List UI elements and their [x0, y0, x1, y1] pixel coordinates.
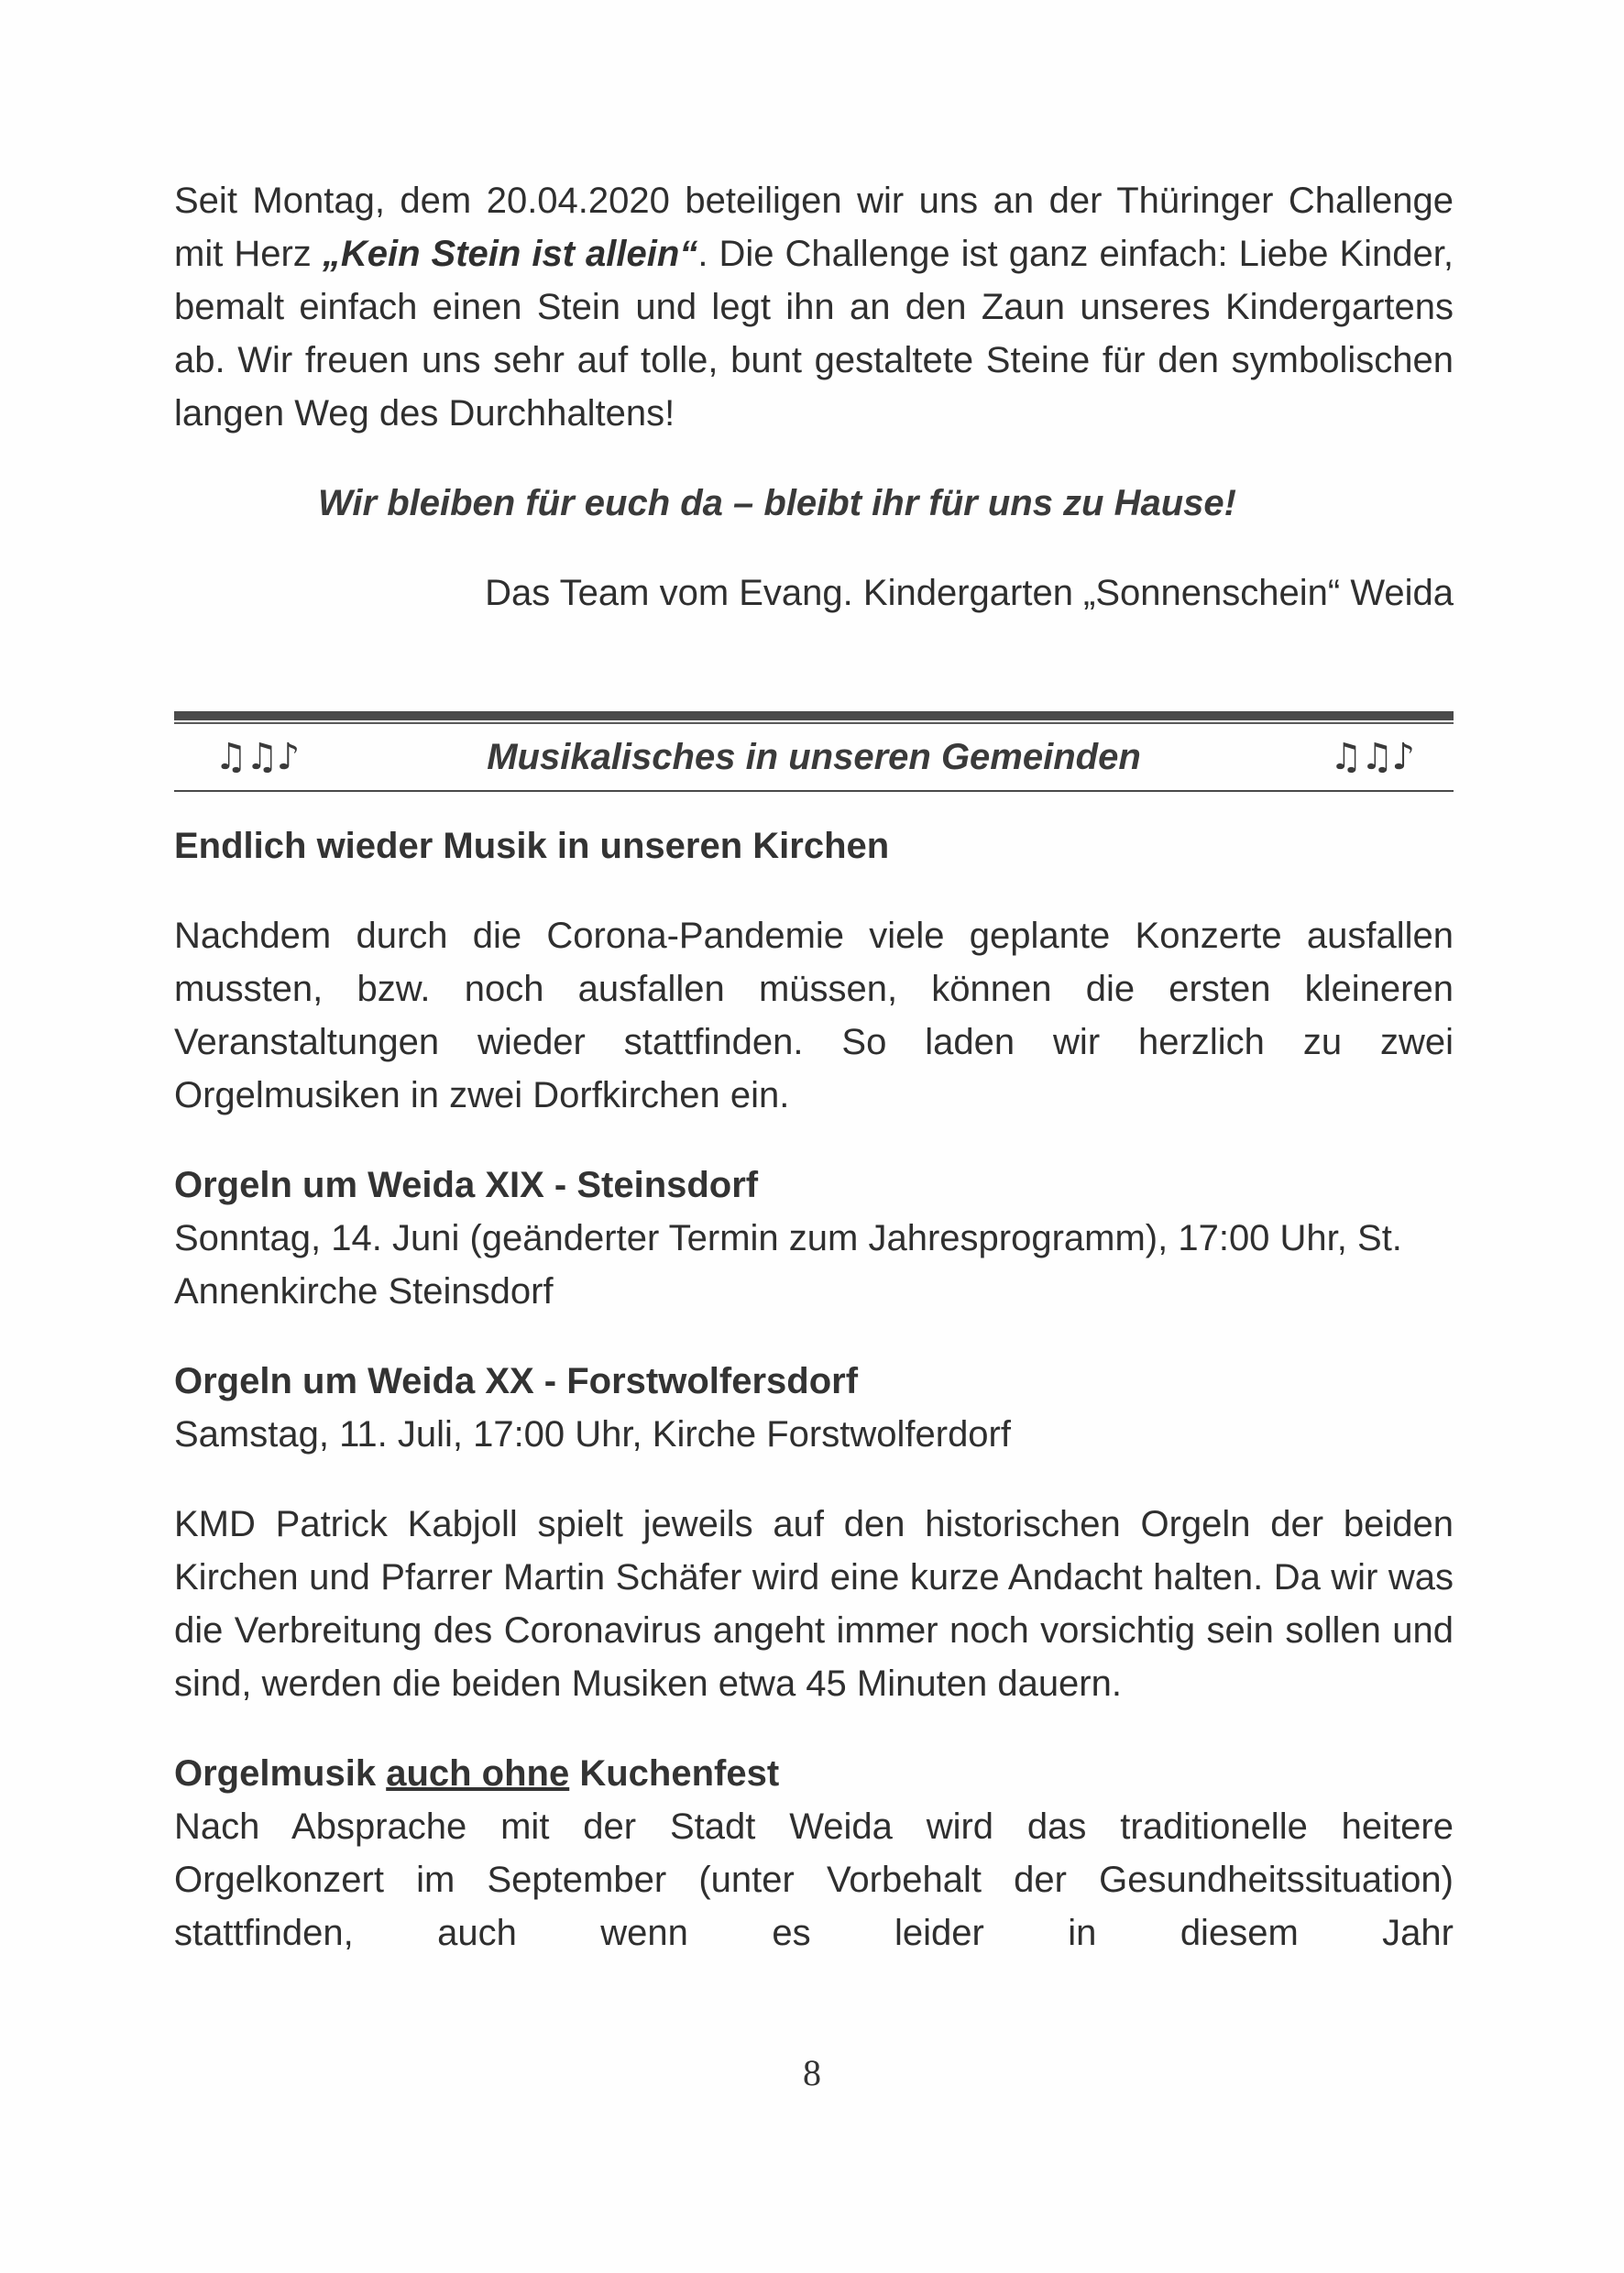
page-content: [174, 174, 1454, 1960]
event-title: [174, 1747, 1454, 1800]
event-title: Orgeln um Weida XIX - Steinsdorf: [174, 1165, 759, 1205]
section-title: Musikalisches in unseren Gemeinden: [487, 736, 1141, 777]
performers-paragraph: KMD Patrick Kabjoll spielt jeweils auf den historischen Orgeln der beiden Kirchen und Pfarrer Martin Schäfer wird eine kurze Andacht halten. Da wir was die Verbreitung des Coronavirus angeht immer noch vorsichtig sein sollen und sind, werden die beiden Musiken etwa 45 Minuten dauern.: [174, 1504, 1454, 1704]
event-title: Orgeln um Weida XX - Forstwolfersdorf: [174, 1361, 859, 1401]
signature: Das Team vom Evang. Kindergarten „Sonnenschein“ Weida: [485, 573, 1454, 613]
divider-thick-line: [174, 711, 1454, 720]
intro-text-before: Seit Montag, dem 20.04.2020 beteiligen wir uns an der Thüringer Challenge mit Herz: [174, 181, 1454, 274]
event-title-part2: Kuchenfest: [569, 1753, 780, 1794]
section-banner: [174, 724, 1454, 792]
event-details: Sonntag, 14. Juni (geänderter Termin zum Jahresprogramm), 17:00 Uhr, St. Annenkirche Steinsdorf: [174, 1218, 1402, 1312]
music-notes-icon-right: ♫♫♪: [1329, 736, 1413, 778]
page-number: 8: [803, 2052, 821, 2093]
challenge-name: „Kein Stein ist allein“: [322, 234, 698, 274]
event-title-underlined: auch ohne: [386, 1753, 570, 1794]
music-notes-icon-left: ♫♫♪: [214, 736, 299, 778]
event-title-part1: Orgelmusik: [174, 1753, 387, 1794]
event-steinsdorf: [174, 1158, 1454, 1318]
event-forstwolfersdorf: [174, 1355, 1454, 1461]
event-orgelmusik: [174, 1747, 1454, 1960]
section-divider: [174, 711, 1454, 724]
intro-text-after: . Die Challenge ist ganz einfach: Liebe Kinder, bemalt einfach einen Stein und legt ihn an den Zaun unseres Kindergartens ab. Wir freuen uns sehr auf tolle, bunt gestaltete Steine für den symbolischen langen Weg des Durchhaltens!: [174, 234, 1454, 434]
intro-paragraph: [174, 174, 1454, 440]
motto: Wir bleiben für euch da – bleibt ihr für uns zu Hause!: [318, 483, 1236, 523]
article-intro: Nachdem durch die Corona-Pandemie viele geplante Konzerte ausfallen mussten, bzw. noch ausfallen müssen, können die ersten kleineren Veranstaltungen wieder stattfinden. So laden wir herzlich zu zwei Orgelmusiken in zwei Dorfkirchen ein.: [174, 916, 1454, 1115]
event-details: Samstag, 11. Juli, 17:00 Uhr, Kirche Forstwolferdorf: [174, 1414, 1011, 1455]
event-details: Nach Absprache mit der Stadt Weida wird das traditionelle heitere Orgelkonzert im September (unter Vorbehalt der Gesundheitssituation) stattfinden, auch wenn es leider in diesem Jahr: [174, 1806, 1454, 1953]
article-heading: Endlich wieder Musik in unseren Kirchen: [174, 826, 890, 866]
